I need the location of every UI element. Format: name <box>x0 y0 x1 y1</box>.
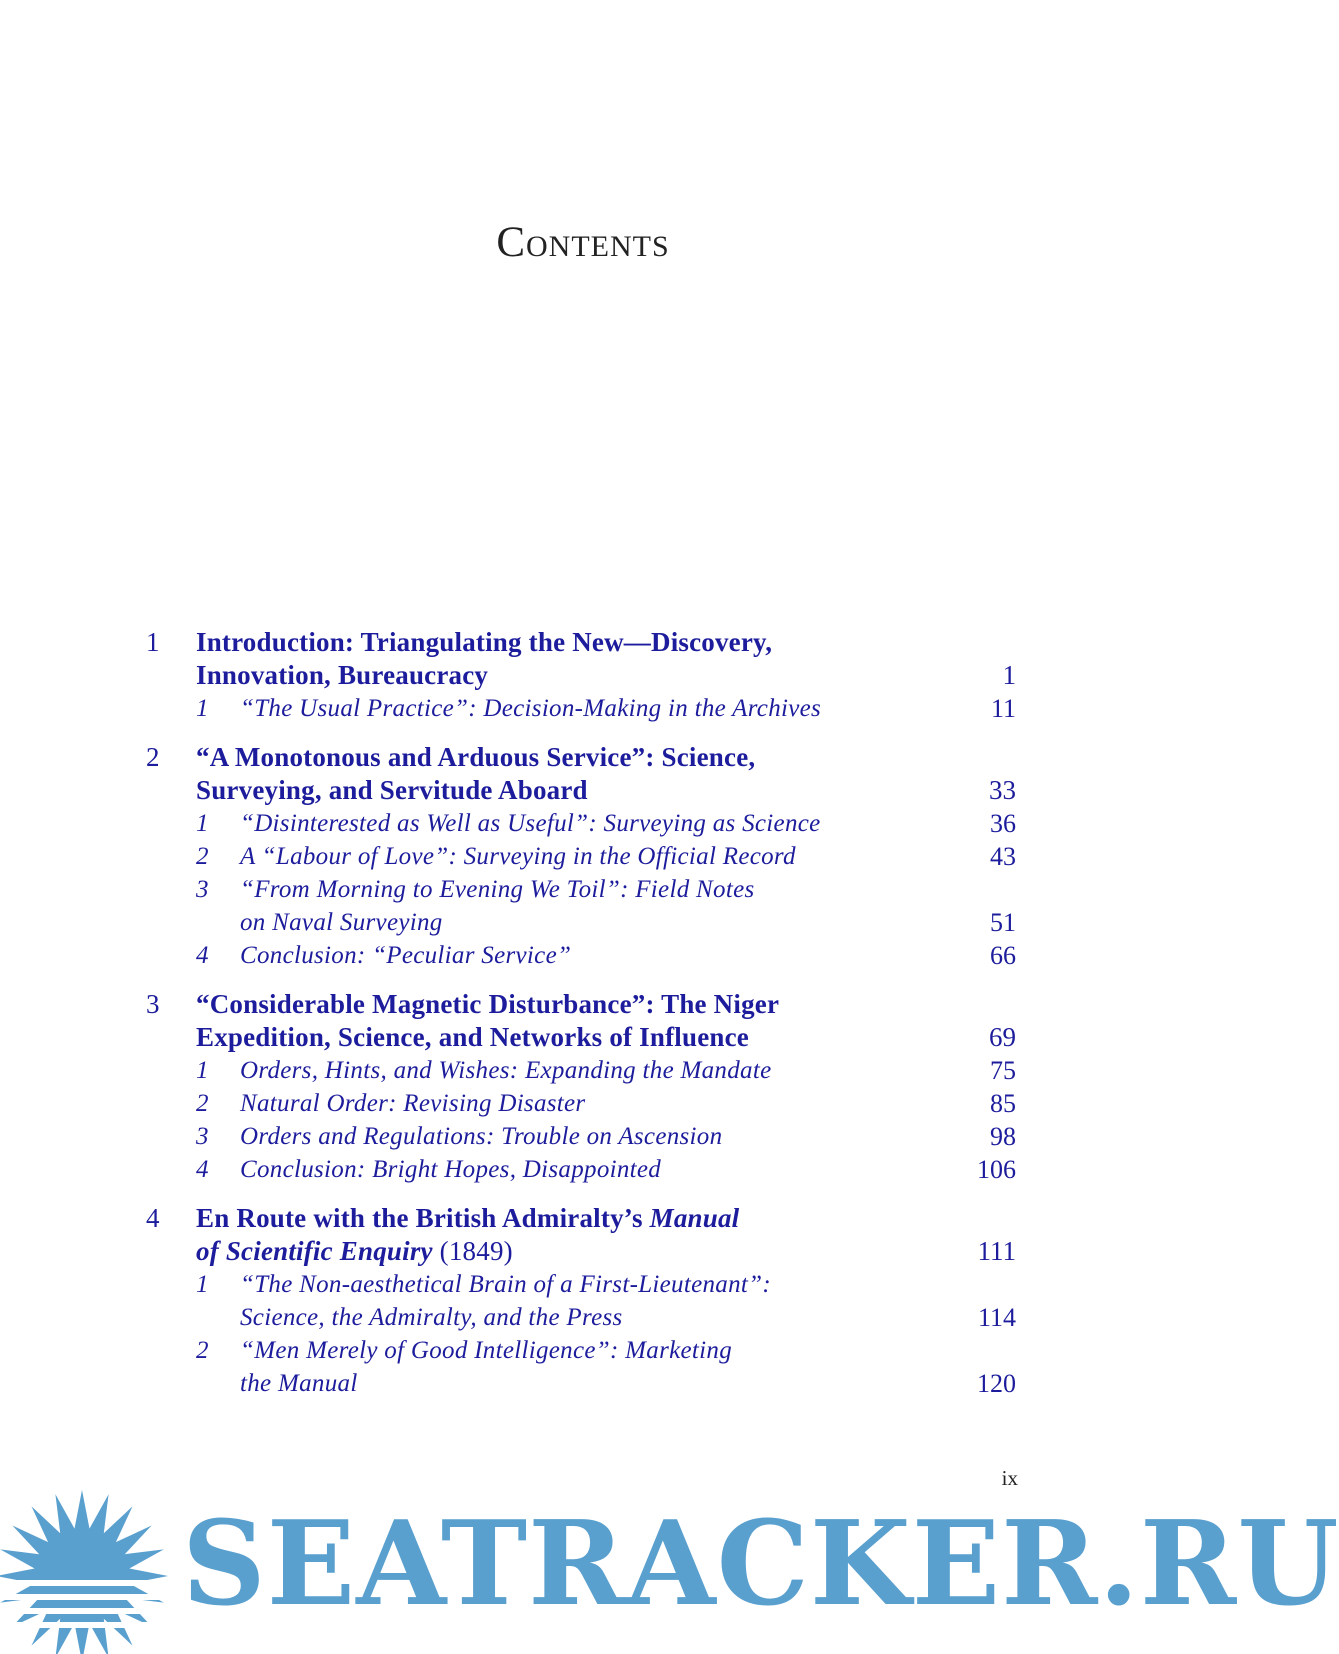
chapter-1-line-1[interactable] <box>146 626 1016 659</box>
chapter-number: 3 <box>146 989 160 1019</box>
chapter-title-text: En Route with the British Admiralty’s <box>196 1203 650 1233</box>
section-number: 2 <box>196 843 209 870</box>
chapter-2 <box>146 741 1016 972</box>
section-entry[interactable] <box>146 1153 1016 1186</box>
section-page-number[interactable]: 66 <box>990 941 1016 970</box>
table-of-contents <box>146 626 1016 1416</box>
chapter-title-italic: Manual <box>649 1203 740 1233</box>
chapter-title[interactable]: “A Monotonous and Arduous Service”: Science, <box>196 742 756 772</box>
section-page-number[interactable]: 98 <box>990 1122 1016 1151</box>
section-entry-continued[interactable] <box>146 1301 1016 1334</box>
section-number: 3 <box>196 1123 209 1150</box>
section-title[interactable]: Orders, Hints, and Wishes: Expanding the Mandate <box>240 1057 772 1084</box>
section-page-number[interactable]: 36 <box>990 809 1016 838</box>
section-title[interactable]: the Manual <box>240 1370 358 1397</box>
chapter-3-line-1[interactable] <box>146 988 1016 1021</box>
chapter-title[interactable]: “Considerable Magnetic Disturbance”: The Niger <box>196 989 780 1019</box>
section-title[interactable]: “The Usual Practice”: Decision-Making in the Archives <box>240 695 822 722</box>
chapter-title-italic: of Scientific Enquiry <box>196 1236 433 1266</box>
section-entry[interactable] <box>146 807 1016 840</box>
section-title[interactable]: “The Non-aesthetical Brain of a First-Lieutenant”: <box>240 1271 771 1298</box>
chapter-title[interactable]: Expedition, Science, and Networks of Influence <box>196 1022 749 1052</box>
section-entry[interactable] <box>146 873 1016 906</box>
section-page-number[interactable]: 11 <box>990 694 1016 723</box>
chapter-4-line-1[interactable] <box>146 1202 1016 1235</box>
section-number: 4 <box>196 1156 209 1183</box>
chapter-title[interactable]: Innovation, Bureaucracy <box>196 660 489 690</box>
section-entry[interactable] <box>146 692 1016 725</box>
section-page-number[interactable]: 114 <box>977 1303 1016 1332</box>
chapter-page-number[interactable]: 33 <box>989 775 1016 805</box>
chapter-1 <box>146 626 1016 725</box>
section-title[interactable]: “Disinterested as Well as Useful”: Surveying as Science <box>240 810 821 837</box>
chapter-2-line-2[interactable] <box>146 774 1016 807</box>
section-number: 2 <box>196 1090 209 1117</box>
sun-icon <box>0 1490 168 1654</box>
section-number: 3 <box>196 876 209 903</box>
section-page-number[interactable]: 106 <box>977 1155 1016 1184</box>
section-title[interactable]: “Men Merely of Good Intelligence”: Marketing <box>240 1337 732 1364</box>
section-title[interactable]: on Naval Surveying <box>240 909 443 936</box>
section-entry-continued[interactable] <box>146 1367 1016 1400</box>
chapter-title[interactable] <box>196 1235 513 1268</box>
chapter-3-line-2[interactable] <box>146 1021 1016 1054</box>
section-number: 1 <box>196 1271 209 1298</box>
section-number: 4 <box>196 942 209 969</box>
section-page-number[interactable]: 85 <box>990 1089 1016 1118</box>
chapter-page-number[interactable]: 111 <box>977 1236 1016 1266</box>
chapter-number: 1 <box>146 627 160 657</box>
chapter-1-line-2[interactable] <box>146 659 1016 692</box>
section-title[interactable]: Science, the Admiralty, and the Press <box>240 1304 623 1331</box>
section-number: 2 <box>196 1337 209 1364</box>
chapter-title[interactable]: Introduction: Triangulating the New—Discovery, <box>196 627 773 657</box>
section-number: 1 <box>196 810 209 837</box>
section-entry[interactable] <box>146 1120 1016 1153</box>
chapter-title[interactable] <box>196 1202 739 1235</box>
section-entry[interactable] <box>146 1087 1016 1120</box>
section-entry-continued[interactable] <box>146 906 1016 939</box>
page-title: Contents <box>496 219 670 266</box>
section-title[interactable]: Conclusion: “Peculiar Service” <box>240 942 572 969</box>
section-title[interactable]: “From Morning to Evening We Toil”: Field Notes <box>240 876 755 903</box>
section-title[interactable]: Conclusion: Bright Hopes, Disappointed <box>240 1156 662 1183</box>
section-title[interactable]: A “Labour of Love”: Surveying in the Official Record <box>240 843 796 870</box>
section-number: 1 <box>196 1057 209 1084</box>
section-page-number[interactable]: 75 <box>990 1056 1016 1085</box>
section-entry[interactable] <box>146 1334 1016 1367</box>
section-entry[interactable] <box>146 1054 1016 1087</box>
chapter-4 <box>146 1202 1016 1400</box>
chapter-title[interactable]: Surveying, and Servitude Aboard <box>196 775 588 805</box>
chapter-3 <box>146 988 1016 1186</box>
chapter-number: 4 <box>146 1203 160 1233</box>
section-page-number[interactable]: 51 <box>990 908 1016 937</box>
section-title[interactable]: Orders and Regulations: Trouble on Ascension <box>240 1123 723 1150</box>
watermark-text: SEATRACKER.RU <box>182 1496 1339 1632</box>
chapter-2-line-1[interactable] <box>146 741 1016 774</box>
section-title[interactable]: Natural Order: Revising Disaster <box>240 1090 586 1117</box>
section-page-number[interactable]: 43 <box>990 842 1016 871</box>
section-page-number[interactable]: 120 <box>977 1369 1016 1398</box>
section-entry[interactable] <box>146 840 1016 873</box>
section-entry[interactable] <box>146 1268 1016 1301</box>
chapter-4-line-2[interactable] <box>146 1235 1016 1268</box>
chapter-page-number[interactable]: 1 <box>1002 660 1016 690</box>
chapter-page-number[interactable]: 69 <box>989 1022 1016 1052</box>
section-number: 1 <box>196 695 209 722</box>
page-folio: ix <box>1001 1466 1018 1490</box>
chapter-number: 2 <box>146 742 160 772</box>
chapter-title-text: (1849) <box>432 1236 513 1266</box>
section-entry[interactable] <box>146 939 1016 972</box>
